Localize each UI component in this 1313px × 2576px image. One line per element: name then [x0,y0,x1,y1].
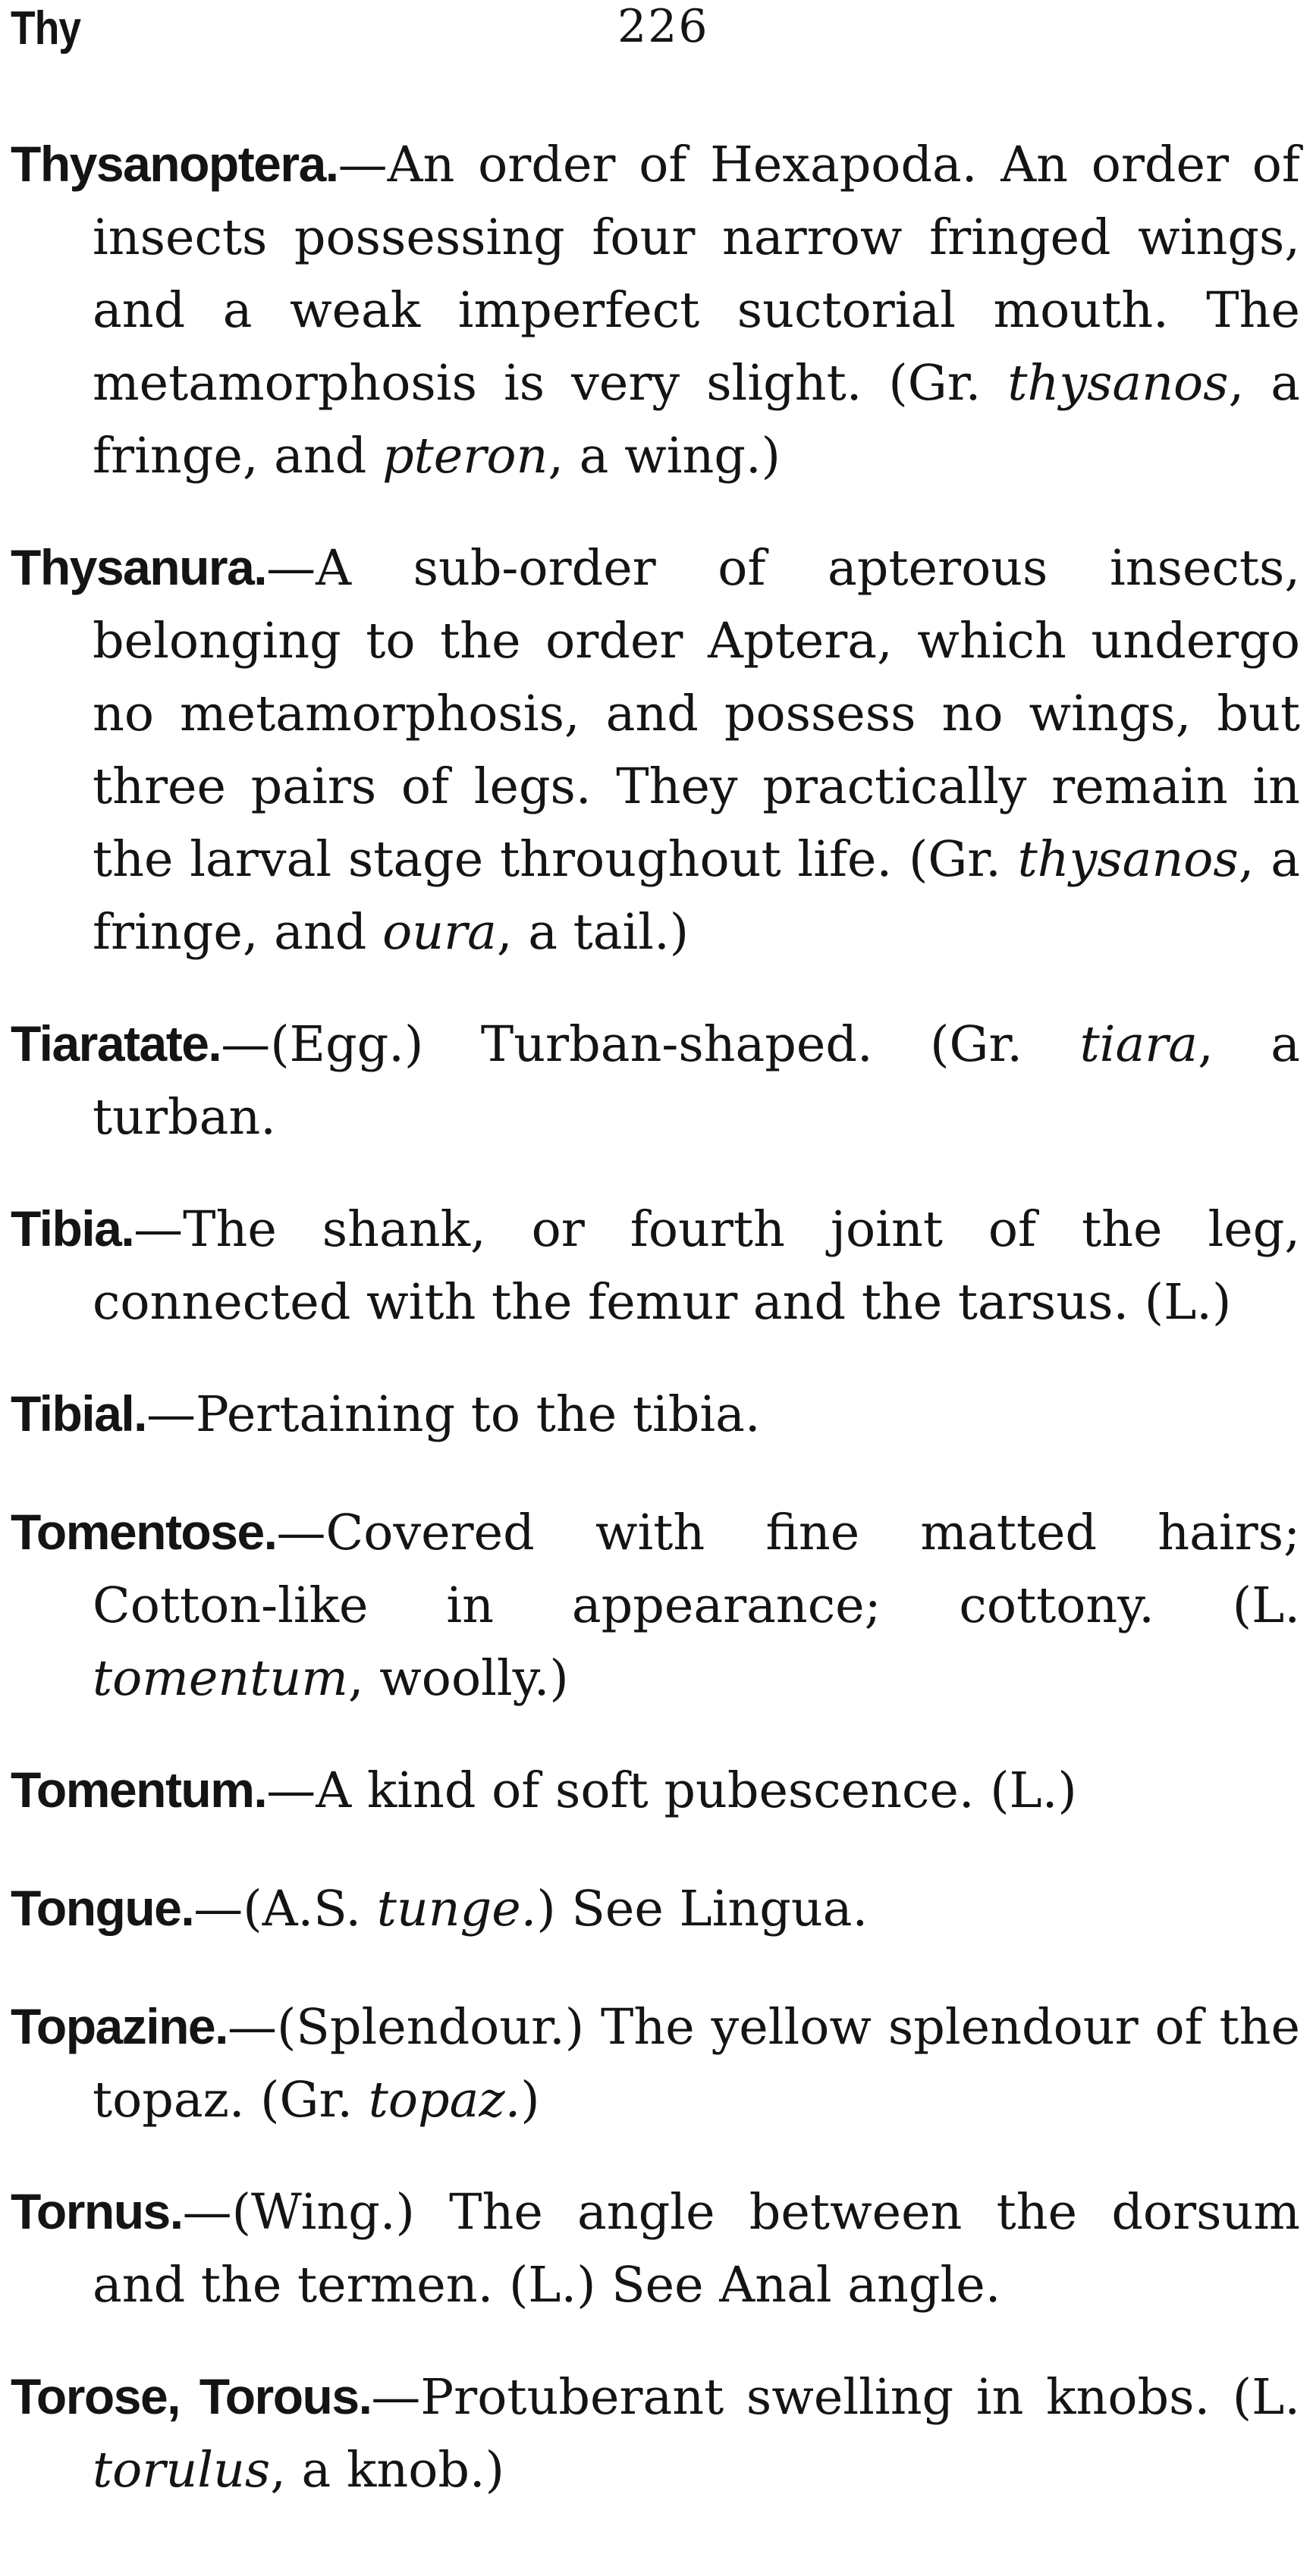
headword: Thysanura. [11,539,267,595]
italic-term: pteron [382,428,548,485]
italic-term: thysanos [1007,355,1229,412]
definition-text: —A sub-order of apterous insects, belonging to the order Aptera, which undergo no metamorphosis, and possess no wings, but three pairs of legs. They practically remain in the larval stage throughout life. (Gr. [93,540,1300,888]
definition-text: —(Splendour.) The yellow splendour of the topaz. (Gr. [93,1999,1300,2129]
entry-tiaratate [11,1007,1300,1154]
headword: Tibia. [11,1200,134,1257]
italic-term: topaz. [368,2072,521,2129]
entry-thysanoptera [11,127,1300,493]
definition-text: —Pertaining to the tibia. [146,1386,761,1443]
headword: Topazine. [11,1998,228,2054]
entry-tibial [11,1377,1300,1451]
headword: Tomentum. [11,1762,267,1818]
italic-term: thysanos [1017,831,1239,888]
running-head [11,0,1298,68]
definition-text: , a turban. [93,1016,1301,1146]
definition-text: —An order of Hexapoda. An order of insects possessing four narrow fringed wings, and a weak imperfect suctorial mouth. The metamorphosis is very slight. (Gr. [93,136,1300,412]
italic-term: tunge. [376,1881,537,1937]
definition-text: —(Wing.) The angle between the dorsum and the termen. (L.) See Anal angle. [93,2184,1300,2314]
headword: Tiaratate. [11,1015,221,1072]
entry-tibia [11,1192,1300,1339]
definition-text: , woolly.) [347,1650,569,1707]
headword: Tomentose. [11,1504,277,1560]
definition [193,1881,868,1937]
definition [93,2184,1300,2314]
entry-tongue [11,1872,1300,1946]
italic-term: oura [382,904,497,961]
entry-tornus [11,2175,1300,2322]
headword: Torose, Torous. [11,2368,372,2424]
definition-text: , a fringe, and [93,831,1300,961]
italic-term: tomentum [93,1650,348,1707]
entry-tomentose [11,1495,1300,1715]
page-number: 226 [617,0,709,53]
guide-word: Thy [11,2,81,55]
entry-tomentum [11,1753,1300,1828]
definition [93,1016,1300,1146]
definition-text: , a wing.) [548,428,781,485]
italic-term: tiara [1079,1016,1198,1073]
headword: Thysanoptera. [11,136,338,192]
definition-text: —(Egg.) Turban-shaped. (Gr. [221,1016,1080,1073]
definition [93,1201,1300,1331]
definition-text: ) [520,2072,540,2129]
definition-text: ) See Lingua. [536,1881,869,1937]
definition-text: —Covered with fine matted hairs; Cotton-like in appearance; cottony. (L. [93,1504,1300,1634]
definition [93,540,1300,961]
definition [93,1999,1300,2129]
definition-text: —Protuberant swelling in knobs. (L. [371,2369,1300,2426]
italic-term: torulus [93,2442,271,2499]
headword: Tongue. [11,1880,194,1936]
definition-text: , a fringe, and [93,355,1301,485]
entry-list [11,127,1300,2545]
definition-text: —(A.S. [193,1881,377,1937]
definition-text: , a knob.) [270,2442,504,2499]
definition-text: , a tail.) [496,904,689,961]
entry-thysanura [11,531,1300,969]
entry-torose [11,2360,1300,2507]
entry-topazine [11,1990,1300,2137]
headword: Tornus. [11,2183,183,2239]
definition-text: —A kind of soft pubescence. (L.) [266,1762,1077,1819]
definition [266,1762,1076,1819]
headword: Tibial. [11,1385,146,1442]
definition-text: —The shank, or fourth joint of the leg, connected with the femur and the tarsus. (L.) [93,1201,1300,1331]
definition [146,1386,761,1443]
